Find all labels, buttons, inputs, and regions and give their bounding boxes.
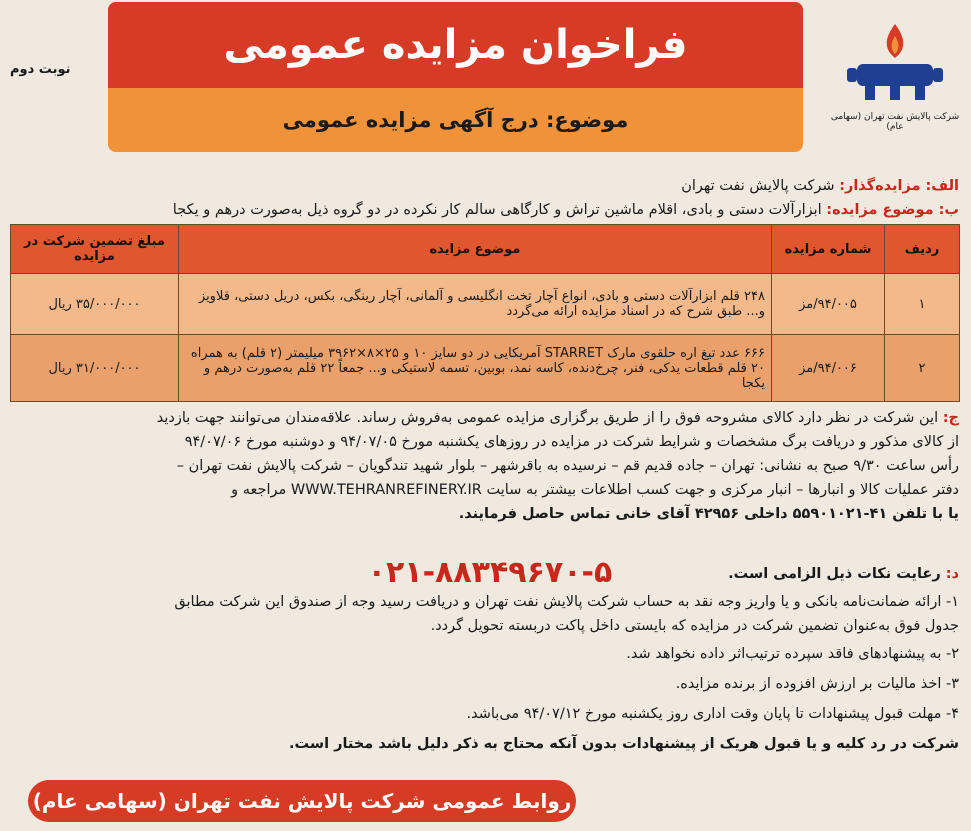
section-b [173, 202, 959, 218]
section-a-label: الف: مزایده‌گذار: [839, 178, 959, 194]
section-d-closing: شرکت در رد کلیه و یا قبول هریک از پیشنهادات بدون آنکه محتاج به ذکر دلیل باشد مختار است. [289, 736, 959, 752]
section-a-text: شرکت پالایش نفت تهران [681, 178, 835, 194]
section-d-item: ۱- ارائه ضمانت‌نامه بانکی و یا واریز وجه نقد به حساب شرکت پالایش نفت تهران و دریافت رسید وجه از صندوق این شرکت مطابق [174, 594, 959, 610]
round-label: نوبت دوم [10, 62, 71, 77]
refinery-flame-icon [835, 20, 955, 106]
company-logo [830, 20, 960, 130]
table-row [11, 335, 960, 402]
section-c-text: این شرکت در نظر دارد کالای مشروحه فوق را از طریق برگزاری مزایده عمومی به‌فروش رساند. علاقه‌مندان می‌توانند جهت بازدید [156, 410, 939, 426]
section-b-label: ب: موضوع مزایده: [826, 202, 959, 218]
section-d-item: ۲- به پیشنهادهای فاقد سپرده ترتیب‌اثر داده نخواهد شد. [626, 646, 959, 662]
section-c-line-5: یا با تلفن ۴۱-۵۵۹۰۱۰۲۱ داخلی ۴۲۹۵۶ آقای خانی تماس حاصل فرمایند. [458, 506, 959, 522]
section-a [681, 178, 959, 194]
phone-banner: ۰۲۱-۸۸۳۴۹۶۷۰-۵ [367, 555, 613, 590]
announcement-title: فراخوان مزایده عمومی [223, 22, 688, 68]
section-d-item: جدول فوق به‌عنوان تضمین شرکت در مزایده که بایستی داخل پاکت دربسته تحویل گردد. [430, 618, 959, 634]
section-d-title: رعایت نکات ذیل الزامی است. [728, 566, 941, 582]
footer-banner [28, 780, 576, 822]
section-c-line-4: دفتر عملیات کالا و انبارها – انبار مرکزی و جهت کسب اطلاعات بیشتر به سایت WWW.TEHRANREFINERY.IR مراجعه و [231, 482, 959, 498]
section-d-label: د: [945, 566, 959, 582]
cell-deposit: ۳۵/۰۰۰/۰۰۰ ریال [11, 274, 179, 335]
cell-row: ۲ [885, 335, 960, 402]
section-d-item: ۴- مهلت قبول پیشنهادات تا پایان وقت اداری روز یکشنبه مورخ ۹۴/۰۷/۱۲ می‌باشد. [466, 706, 959, 722]
announcement-title-band [108, 2, 803, 88]
section-c-label: ج: [942, 410, 959, 426]
section-c-line-1 [157, 410, 959, 426]
section-c-line-3: رأس ساعت ۹/۳۰ صبح به نشانی: تهران – جاده قدیم قم – نرسیده به باقرشهر – بلوار شهید تندگویان – شرکت پالایش نفت تهران – [176, 458, 959, 474]
cell-row: ۱ [885, 274, 960, 335]
header-banner [108, 2, 803, 152]
header-subject: موضوع مزایده [179, 225, 772, 274]
cell-subject: ۲۴۸ قلم ابزارآلات دستی و بادی، انواع آچار تخت انگلیسی و آلمانی، آچار رینگی، بکس، دریل دستی، قلاویز و... طبق شرح که در اسناد مزایده ارائه می‌گردد [179, 274, 772, 335]
header-deposit: مبلغ تضمین شرکت در مزایده [11, 225, 179, 274]
section-d-item: ۳- اخذ مالیات بر ارزش افزوده از برنده مزایده. [675, 676, 959, 692]
announcement-subject: موضوع: درج آگهی مزایده عمومی [282, 108, 629, 132]
table-header-row [11, 225, 960, 274]
table-row [11, 274, 960, 335]
cell-auction-number: ۹۴/۰۰۶/مز [772, 335, 885, 402]
footer-text: روابط عمومی شرکت پالایش نفت تهران (سهامی عام) [32, 789, 572, 813]
logo-caption: شرکت پالایش نفت تهران (سهامی عام) [830, 112, 960, 132]
cell-subject: ۶۶۶ عدد تیغ اره حلقوی مارک STARRET آمریکایی در دو سایز ۱۰ و ۲۵×۸×۳۹۶۲ میلیمتر (۲ قلم) به همراه ۲۰ قلم قطعات یدکی، فنر، چرخ‌دنده، کاسه نمد، بوبین، تسمه لاستیکی و... جمعاً ۲۲ قلم به‌صورت درهم و یکجا [179, 335, 772, 402]
auction-items-table [10, 224, 960, 402]
header-auction-number: شماره مزایده [772, 225, 885, 274]
header-row-number: ردیف [885, 225, 960, 274]
section-c-line-2: از کالای مذکور و دریافت برگ مشخصات و شرایط شرکت در مزایده در روزهای یکشنبه مورخ ۹۴/۰۷/۰۵ و دوشنبه مورخ ۹۴/۰۷/۰۶ [184, 434, 959, 450]
section-d-heading [728, 566, 959, 582]
section-b-text: ابزارآلات دستی و بادی، اقلام ماشین تراش و کارگاهی سالم کار نکرده در دو گروه ذیل به‌صورت درهم و یکجا [172, 202, 822, 218]
cell-auction-number: ۹۴/۰۰۵/مز [772, 274, 885, 335]
cell-deposit: ۳۱/۰۰۰/۰۰۰ ریال [11, 335, 179, 402]
